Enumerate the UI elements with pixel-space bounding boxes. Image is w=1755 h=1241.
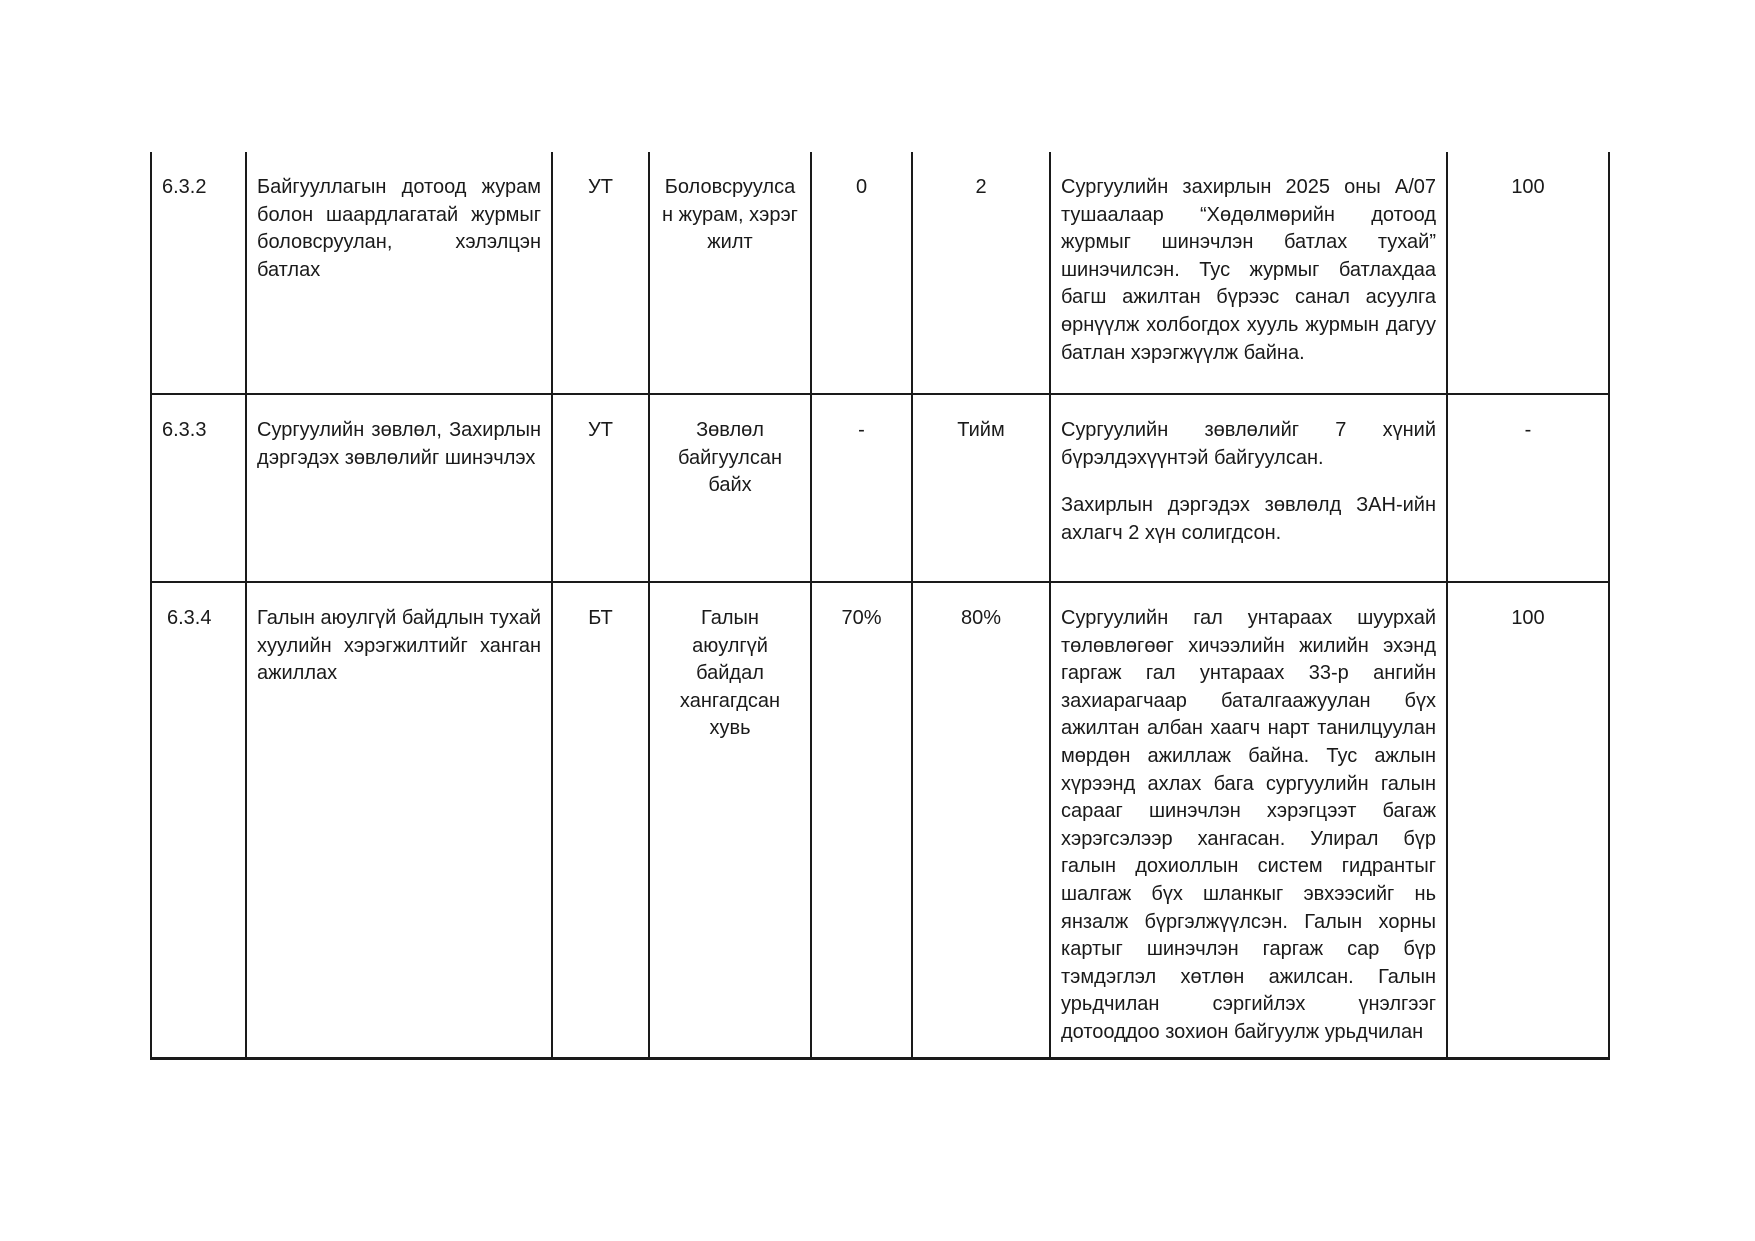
type-cell: УТ xyxy=(552,152,649,394)
score-cell: 100 xyxy=(1447,582,1609,1058)
activity-cell: Сургуулийн зөвлөл, Захирлын дэргэдэх зөвлөлийг шинэчлэх xyxy=(246,394,552,582)
table-row xyxy=(151,582,1609,1058)
table-row xyxy=(151,152,1609,394)
indicator-cell: Боловсруулсан журам, хэрэгжилт xyxy=(649,152,811,394)
progress-cell xyxy=(1050,582,1447,1058)
indicator-cell: Зөвлөл байгуулсан байх xyxy=(649,394,811,582)
baseline-cell: - xyxy=(811,394,912,582)
plan-progress-table xyxy=(150,152,1610,1060)
activity-cell: Галын аюулгүй байдлын тухай хуулийн хэрэгжилтийг ханган ажиллах xyxy=(246,582,552,1058)
score-cell: - xyxy=(1447,394,1609,582)
progress-cell xyxy=(1050,152,1447,394)
progress-paragraph: Сургуулийн гал унтараах шуурхай төлөвлөгөөг хичээлийн жилийн эхэнд гаргаж гал унтараах 33-р ангийн захиарагчаар баталгаажуулан бүх ажилтан албан хаагч нарт танилцуулан мөрдөн ажиллаж байна. Тус ажлын хүрээнд ахлах бага сургуулийн галын сарааг шинэчлэн хэрэгцээт багаж хэрэгсэлээр хангасан. Улирал бүр галын дохиоллын систем гидрантыг шалгаж бүх шланкыг эвхээсийг нь янзалж бүргэлжүүлсэн. Галын хорны картыг шинэчлэн гаргаж сар бүр тэмдэглэл хөтлөн ажилсан. Галын урьдчилан сэргийлэх үнэлгээг дотооддоо зохион байгуулж урьдчилан xyxy=(1061,607,1436,1043)
row-number: 6.3.3 xyxy=(151,394,246,582)
target-cell: 80% xyxy=(912,582,1050,1058)
indicator-cell: Галын аюулгүй байдал хангагдсан хувь xyxy=(649,582,811,1058)
row-number: 6.3.2 xyxy=(151,152,246,394)
activity-cell: Байгууллагын дотоод журам болон шаардлагатай журмыг боловсруулан, хэлэлцэн батлах xyxy=(246,152,552,394)
score-cell: 100 xyxy=(1447,152,1609,394)
target-cell: Тийм xyxy=(912,394,1050,582)
progress-cell xyxy=(1050,394,1447,582)
progress-paragraph: Сургуулийн захирлын 2025 оны А/07 тушаалаар “Хөдөлмөрийн дотоод журмыг шинэчлэн батлах тухай” шинэчилсэн. Тус журмыг батлахдаа багш ажилтан бүрээс санал асуулга өрнүүлж холбогдох хууль журмын дагуу батлан хэрэгжүүлж байна. xyxy=(1061,176,1436,364)
type-cell: БТ xyxy=(552,582,649,1058)
progress-paragraph: Сургуулийн зөвлөлийг 7 хүний бүрэлдэхүүнтэй байгуулсан. xyxy=(1061,419,1436,469)
baseline-cell: 0 xyxy=(811,152,912,394)
progress-paragraph: Захирлын дэргэдэх зөвлөлд ЗАН-ийн ахлагч 2 хүн солигдсон. xyxy=(1061,494,1436,544)
row-number: 6.3.4 xyxy=(151,582,246,1058)
target-cell: 2 xyxy=(912,152,1050,394)
type-cell: УТ xyxy=(552,394,649,582)
baseline-cell: 70% xyxy=(811,582,912,1058)
table-row xyxy=(151,394,1609,582)
